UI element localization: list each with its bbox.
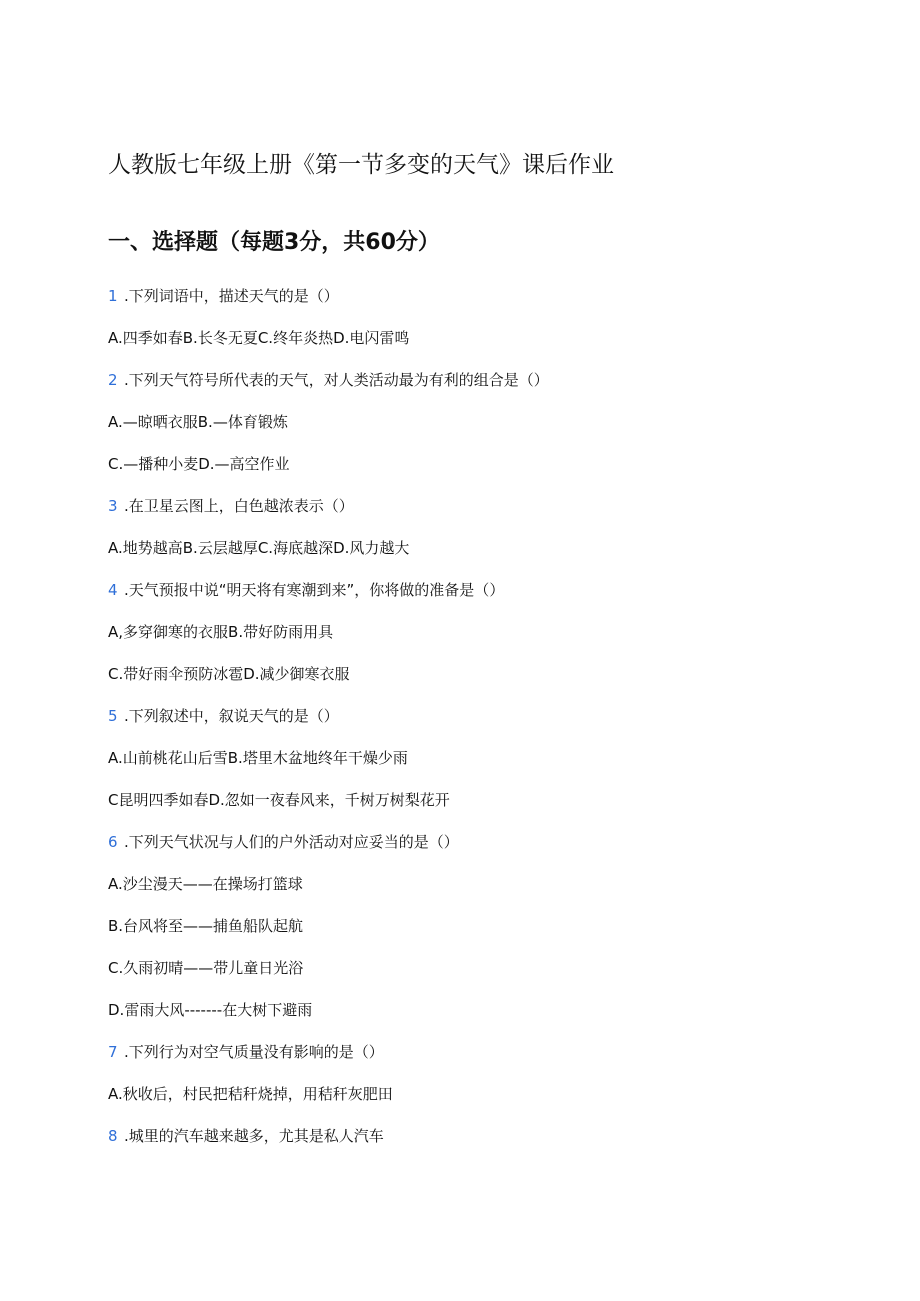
option-line	[108, 450, 868, 492]
option-line	[108, 996, 868, 1038]
question-line	[108, 576, 868, 618]
question-text: .下列天气符号所代表的天气，对人类活动最为有利的组合是（）	[124, 371, 549, 389]
option-line	[108, 660, 868, 702]
question-line	[108, 282, 868, 324]
question-text: .天气预报中说“明天将有寒潮到来”，你将做的准备是（）	[124, 581, 505, 599]
option-line	[108, 1080, 868, 1122]
document-title: 人教版七年级上册《第一节多变的天气》课后作业	[108, 152, 614, 178]
option-text: A.秋收后，村民把秸秆烧掉，用秸秆灰肥田	[108, 1085, 393, 1103]
option-text: C.带好雨伞预防冰雹D.减少御寒衣服	[108, 665, 350, 683]
option-text: B.台风将至——捕鱼船队起航	[108, 917, 304, 935]
option-text: A.—晾晒衣服B.—体育锻炼	[108, 413, 288, 431]
question-text: .下列天气状况与人们的户外活动对应妥当的是（）	[124, 833, 459, 851]
option-line	[108, 786, 868, 828]
question-line	[108, 702, 868, 744]
section-title: 一、选择题（每题3分，共60分）	[108, 230, 440, 255]
question-line	[108, 1038, 868, 1080]
option-text: C.久雨初晴——带儿童日光浴	[108, 959, 304, 977]
question-text: .下列叙述中，叙说天气的是（）	[124, 707, 339, 725]
question-line	[108, 828, 868, 870]
question-number: 6	[108, 833, 118, 851]
question-number: 1	[108, 287, 118, 305]
question-text: .下列行为对空气质量没有影响的是（）	[124, 1043, 384, 1061]
option-line	[108, 618, 868, 660]
option-text: A.山前桃花山后雪B.塔里木盆地终年干燥少雨	[108, 749, 408, 767]
question-text: .城里的汽车越来越多，尤其是私人汽车	[124, 1127, 384, 1145]
question-number: 8	[108, 1127, 118, 1145]
question-number: 2	[108, 371, 118, 389]
question-number: 7	[108, 1043, 118, 1061]
option-text: A.四季如春B.长冬无夏C.终年炎热D.电闪雷鸣	[108, 329, 410, 347]
option-line	[108, 324, 868, 366]
option-text: C昆明四季如春D.忽如一夜春风来，千树万树梨花开	[108, 791, 450, 809]
question-text: .下列词语中，描述天气的是（）	[124, 287, 339, 305]
question-text: .在卫星云图上，白色越浓表示（）	[124, 497, 354, 515]
option-line	[108, 912, 868, 954]
option-line	[108, 870, 868, 912]
question-list	[108, 282, 868, 1164]
question-line	[108, 492, 868, 534]
question-number: 4	[108, 581, 118, 599]
option-text: A.地势越高B.云层越厚C.海底越深D.风力越大	[108, 539, 410, 557]
option-text: D.雷雨大风-------在大树下避雨	[108, 1001, 313, 1019]
option-text: C.—播种小麦D.—高空作业	[108, 455, 290, 473]
question-number: 3	[108, 497, 118, 515]
option-line	[108, 954, 868, 996]
option-text: A,多穿御寒的衣服B.带好防雨用具	[108, 623, 334, 641]
option-text: A.沙尘漫天——在操场打篮球	[108, 875, 303, 893]
question-line	[108, 366, 868, 408]
question-number: 5	[108, 707, 118, 725]
option-line	[108, 408, 868, 450]
question-line	[108, 1122, 868, 1164]
option-line	[108, 744, 868, 786]
option-line	[108, 534, 868, 576]
